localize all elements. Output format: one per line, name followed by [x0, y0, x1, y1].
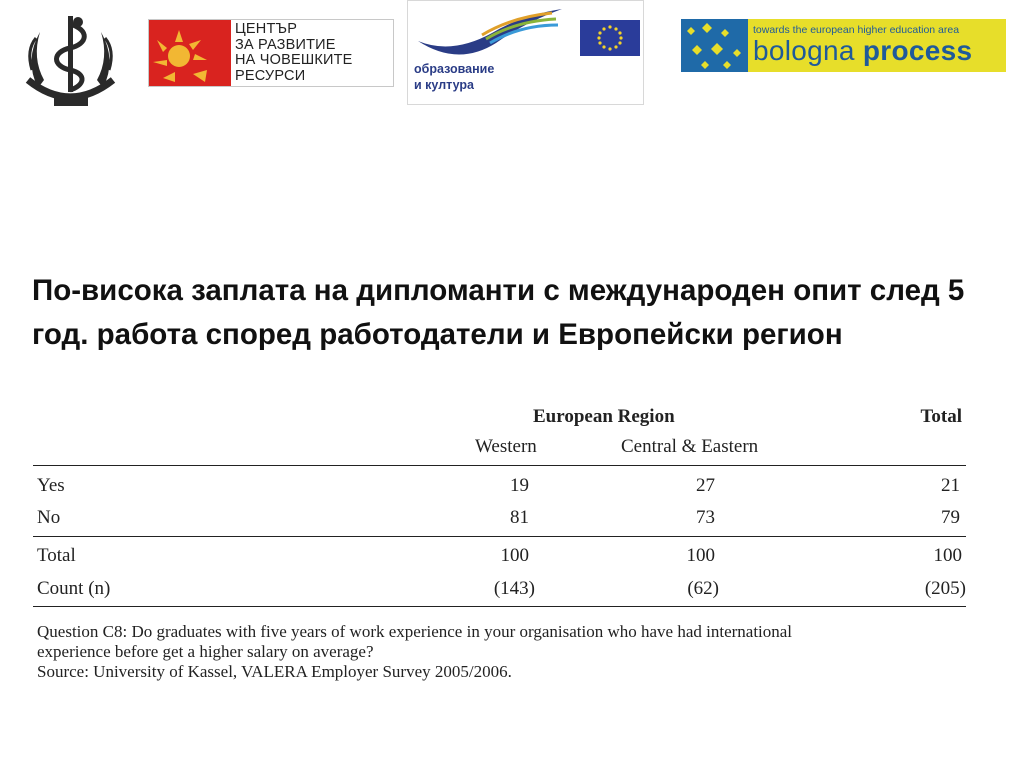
bottom-rule — [33, 606, 966, 607]
medical-seal-icon — [18, 10, 123, 110]
table-cell: (62) — [687, 578, 719, 599]
hrdc-line: ЗА РАЗВИТИЕ — [235, 36, 336, 53]
eu-caption-line: и култура — [414, 78, 474, 92]
column-header: Western — [475, 436, 537, 457]
eu-flag-icon — [580, 20, 640, 56]
university-seal-logo — [18, 10, 123, 110]
process-word: process — [862, 35, 973, 66]
table-cell: 73 — [696, 507, 715, 528]
swoosh-icon — [412, 7, 572, 67]
stars-icon — [681, 19, 748, 72]
footnote-source: Source: University of Kassel, VALERA Employer Survey 2005/2006. — [37, 662, 512, 681]
table-cell: (205) — [924, 578, 966, 599]
row-label: Yes — [37, 475, 65, 496]
eu-education-culture-logo — [407, 0, 644, 105]
table-cell: 100 — [933, 545, 962, 566]
hrdc-line: ЦЕНТЪР — [235, 21, 298, 37]
footnote — [37, 622, 967, 682]
hrdc-logo — [148, 19, 394, 87]
footnote-question-cont: experience before get a higher salary on average? — [37, 642, 374, 661]
header-rule — [33, 465, 966, 466]
group-header: European Region — [533, 406, 675, 427]
sun-logo-icon — [149, 20, 231, 86]
bologna-word: bologna — [753, 35, 855, 66]
bologna-tagline: towards the european higher education area — [753, 24, 960, 36]
eu-caption-line: образование — [414, 62, 495, 76]
table-cell: 19 — [510, 475, 529, 496]
footnote-question: Question C8: Do graduates with five years of work experience in your organisation who have had international — [37, 622, 793, 641]
row-label: Count (n) — [37, 578, 111, 599]
row-label: Total — [37, 545, 76, 566]
slide-title: По-висока заплата на дипломанти с международен опит след 5 год. работа според работодатели и Европейски регион — [32, 274, 965, 351]
row-label: No — [37, 507, 61, 528]
mid-rule — [33, 536, 966, 537]
table-cell: 79 — [941, 507, 960, 528]
survey-table — [33, 402, 966, 612]
eu-caption — [414, 61, 494, 93]
hrdc-name — [235, 22, 353, 84]
hrdc-line: НА ЧОВЕШКИТЕ — [235, 52, 353, 68]
column-header: Total — [920, 406, 962, 427]
table-cell: (143) — [493, 578, 535, 599]
bologna-wordmark — [753, 36, 972, 66]
table-cell: 100 — [500, 545, 529, 566]
column-header: Central & Eastern — [621, 436, 759, 457]
table-cell: 27 — [696, 475, 715, 496]
table-cell: 100 — [686, 545, 715, 566]
bologna-process-logo — [681, 19, 1006, 72]
table-cell: 81 — [510, 507, 529, 528]
table-cell: 21 — [941, 475, 960, 496]
hrdc-line: РЕСУРСИ — [235, 67, 306, 84]
